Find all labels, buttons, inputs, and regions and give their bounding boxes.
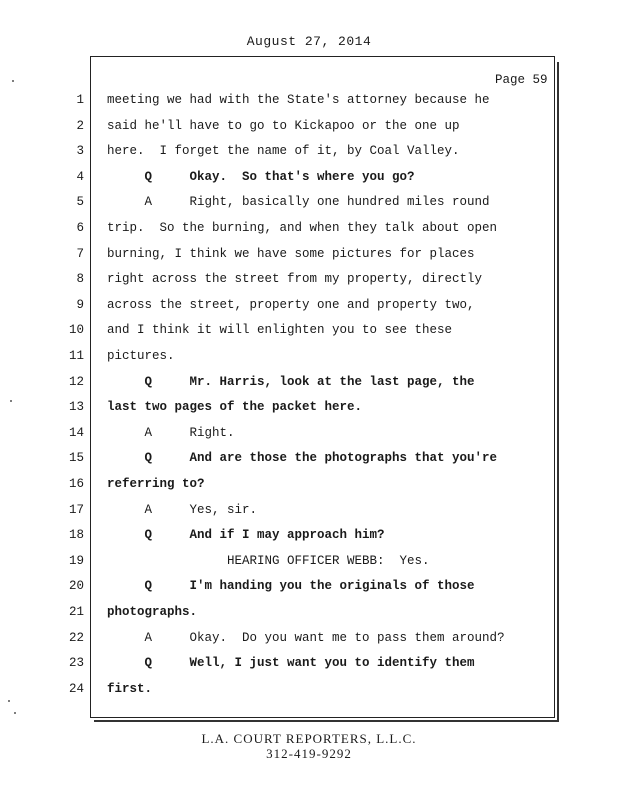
court-reporter-phone: 312-419-9292 — [266, 746, 352, 761]
line-number: 24 — [68, 681, 84, 696]
line-text: A Yes, sir. — [107, 502, 258, 517]
line-number: 4 — [76, 169, 84, 184]
line-text: photographs. — [107, 605, 198, 619]
transcript-line — [0, 375, 618, 401]
line-number: 20 — [68, 579, 84, 594]
line-text: trip. So the burning, and when they talk about open — [107, 221, 498, 235]
transcript-line — [0, 451, 618, 477]
line-text: here. I forget the name of it, by Coal Valley. — [107, 144, 460, 159]
line-text: burning, I think we have some pictures for places — [107, 246, 475, 261]
scan-speck — [14, 712, 16, 714]
transcript-line — [0, 170, 618, 196]
line-number: 17 — [68, 502, 84, 517]
line-text: said he'll have to go to Kickapoo or the one up — [107, 118, 460, 133]
transcript-date: August 27, 2014 — [246, 34, 372, 49]
line-number: 6 — [76, 221, 84, 235]
transcript-line — [0, 400, 618, 426]
line-number: 14 — [68, 425, 84, 440]
scan-speck — [12, 80, 14, 82]
line-number: 16 — [68, 477, 84, 491]
line-text: meeting we had with the State's attorney because he — [107, 93, 490, 107]
scan-speck — [10, 400, 12, 402]
line-number: 5 — [76, 195, 84, 210]
transcript-line — [0, 503, 618, 529]
line-number: 3 — [76, 144, 84, 159]
transcript-line — [0, 349, 618, 375]
transcript-line — [0, 272, 618, 298]
line-text: right across the street from my property, directly — [107, 272, 483, 287]
line-number: 19 — [68, 553, 84, 568]
line-number: 22 — [68, 630, 84, 645]
line-number: 12 — [68, 374, 84, 389]
line-text: A Right. — [107, 425, 235, 440]
transcript-line — [0, 247, 618, 273]
frame-shadow-bottom — [94, 720, 557, 722]
line-text: A Okay. Do you want me to pass them around? — [107, 630, 505, 645]
line-number: 7 — [76, 246, 84, 261]
transcript-line — [0, 144, 618, 170]
line-number: 23 — [68, 656, 84, 671]
transcript-line — [0, 682, 618, 708]
court-reporter-name: L.A. COURT REPORTERS, L.L.C. — [201, 731, 417, 746]
scan-speck — [8, 700, 10, 702]
transcript-line — [0, 554, 618, 580]
line-text: Q Mr. Harris, look at the last page, the — [107, 374, 475, 389]
line-text: last two pages of the packet here. — [107, 400, 363, 415]
line-text: A Right, basically one hundred miles round — [107, 195, 490, 210]
transcript-line — [0, 528, 618, 554]
line-text: Q Well, I just want you to identify them — [107, 656, 475, 671]
line-number: 9 — [76, 297, 84, 312]
line-text: Q And are those the photographs that you're — [107, 451, 498, 466]
line-text: Q I'm handing you the originals of those — [107, 579, 475, 594]
transcript-line — [0, 298, 618, 324]
line-text: across the street, property one and property two, — [107, 297, 475, 312]
line-text: first. — [107, 681, 153, 696]
transcript-line — [0, 119, 618, 145]
line-text: Q Okay. So that's where you go? — [107, 169, 415, 184]
transcript-line — [0, 656, 618, 682]
line-text: and I think it will enlighten you to see these — [107, 323, 453, 338]
transcript-line — [0, 605, 618, 631]
transcript-line — [0, 221, 618, 247]
transcript-line — [0, 426, 618, 452]
transcript-line — [0, 195, 618, 221]
transcript-line — [0, 93, 618, 119]
line-number: 18 — [68, 528, 84, 543]
line-number: 21 — [68, 605, 84, 619]
line-number: 15 — [68, 451, 84, 466]
line-number: 10 — [68, 323, 84, 338]
page-number: Page 59 — [495, 73, 548, 87]
line-text: Q And if I may approach him? — [107, 528, 385, 543]
line-number: 11 — [68, 349, 84, 363]
line-text: pictures. — [107, 349, 175, 363]
line-text: referring to? — [107, 477, 205, 491]
transcript-line — [0, 631, 618, 657]
line-number: 2 — [76, 118, 84, 133]
transcript-line — [0, 323, 618, 349]
line-text: HEARING OFFICER WEBB: Yes. — [107, 553, 430, 568]
line-number: 13 — [68, 400, 84, 415]
line-number: 1 — [76, 93, 84, 107]
transcript-line — [0, 477, 618, 503]
transcript-line — [0, 579, 618, 605]
line-number: 8 — [76, 272, 84, 287]
